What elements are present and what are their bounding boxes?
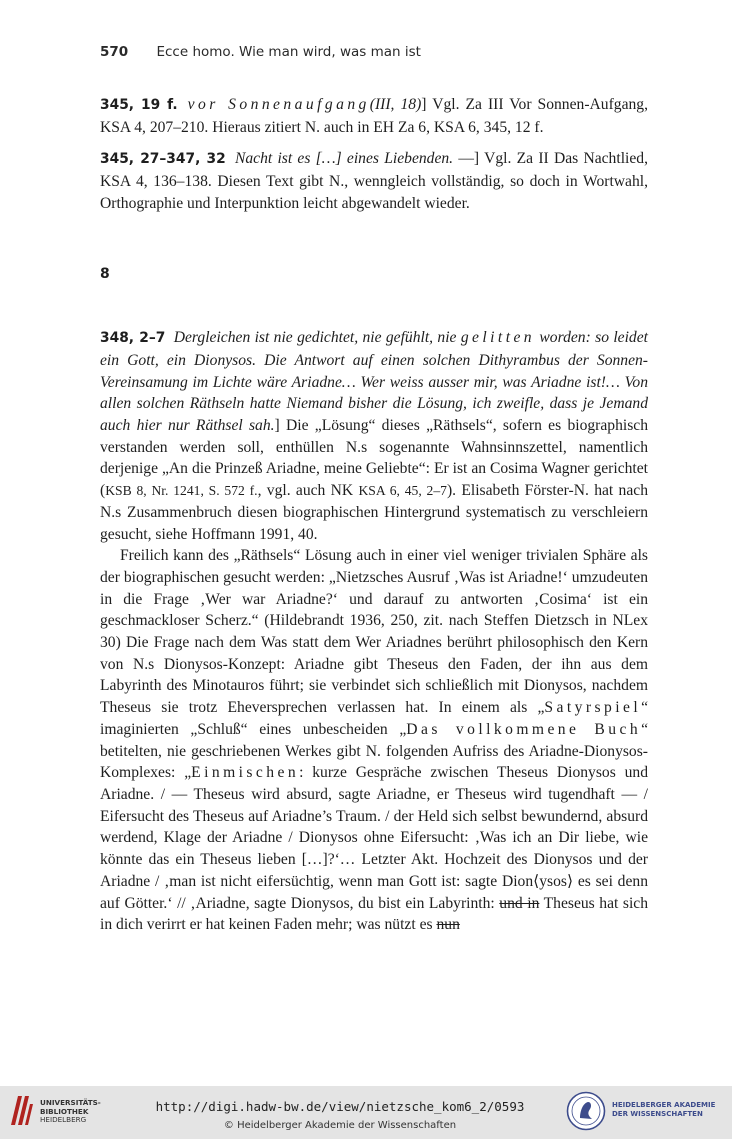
lemma-italic-text: (III, 18): [369, 96, 422, 113]
lemma-reference: 348, 2–7: [100, 330, 166, 347]
academy-name: HEIDELBERGER AKADEMIE DER WISSENSCHAFTEN: [612, 1101, 716, 1118]
entry-text: , vgl. auch NK: [257, 482, 359, 500]
lemma-italic-text: Dergleichen ist nie gedichtet, nie gefühlt, nie: [173, 329, 461, 347]
struck-through-text: und in: [499, 894, 540, 912]
page-number: 570: [100, 44, 129, 60]
university-library-logo-icon: [8, 1092, 34, 1128]
paragraph-text: : kurze Gespräche zwischen Theseus Dionysos und Ariadne. / — Theseus wird absurd, sagte Ariadne, er Theseus wird tugendhaft — / Eifersucht des Theseus auf Ariadne’s Traum. / der Held sich selbst bewundernd, absurd werdend, Klage der Ariadne / Dionysos ohne Eifersucht: ‚Was ich an Dir liebe, wie könnte das ein Theseus lieben […]?‘… Letzter Akt. Hochzeit des Dionysos und der Ariadne / ‚man ist nicht eifersüchtig, wenn man Gott ist: sagte Dion⟨ysos⟩ es sei denn auf Götter.‘ // ‚Ariadne, sagte Dionysos, du bist ein Labyrinth:: [100, 764, 648, 912]
commentary-body: [100, 94, 648, 936]
struck-through-text: nun: [436, 916, 460, 934]
commentary-entry-1: [100, 94, 648, 138]
spaced-emphasis: Das vollkommene Buch: [406, 720, 642, 738]
entry-text: ). Elisabeth Förster-N. hat nach N.s Zusammenbruch diesen biographischen Hintergrund systematisch zu verschleiern gesucht, siehe Hoffmann 1991, 40.: [100, 482, 648, 543]
lemma-italic-text: worden: so leidet ein Gott, ein Dionysos. Die Antwort auf einen solchen Dithyrambus der Sonnen-Vereinsamung im Lichte wäre Ariadne… Wer weiss ausser mir, was Ariadne ist!… Von allen solchen Räthseln hatte Niemand bisher die Lösung, ich zweifle, dass je Jemand auch hier nur Räthsel sah.: [100, 329, 648, 435]
ksa-reference: KSA 6, 45, 2–7: [358, 483, 447, 499]
academy-seal-icon: [566, 1091, 606, 1131]
permalink-url[interactable]: http://digi.hadw-bw.de/view/nietzsche_kom6_2/0593: [155, 1099, 525, 1114]
running-header: [100, 44, 648, 60]
spaced-emphasis: Einmischen: [191, 764, 300, 782]
entry-text: ] Vgl. Za III Vor Sonnen-Aufgang, KSA 4, 207–210. Hieraus zitiert N. auch in EH Za 6, KSA 6, 345, 12 f.: [100, 96, 648, 136]
lemma-spaced-text: vor Sonnenaufgang: [187, 96, 370, 113]
lemma-reference: 345, 19 f.: [100, 97, 178, 113]
lemma-italic-text: Nacht ist es […] eines Liebenden.: [234, 150, 454, 168]
body-paragraph: [100, 545, 648, 936]
lemma-reference: 345, 27–347, 32: [100, 151, 226, 168]
copyright-notice: © Heidelberger Akademie der Wissenschaften: [223, 1120, 457, 1131]
ksb-reference: KSB 8, Nr. 1241, S. 572 f.: [105, 483, 258, 499]
spaced-emphasis: Satyrspiel: [544, 699, 642, 717]
commentary-entry-3: [100, 327, 648, 545]
entry-text: —] Vgl. Za II Das Nachtlied, KSA 4, 136–138. Diesen Text gibt N., wenngleich vollständig, so doch in Wortwahl, Orthographie und Interpunktion leicht abgewandelt wieder.: [100, 150, 648, 212]
lemma-spaced-text: gelitten: [460, 329, 536, 347]
paragraph-text: “ imaginierten „Schluß“ eines unbescheiden „: [100, 699, 648, 738]
section-number: 8: [100, 265, 110, 282]
paragraph-text: “ betitelten, nie geschriebenen Werkes gibt N. folgenden Aufriss des Ariadne-Dionysos-Komplexes: „: [100, 720, 648, 782]
commentary-entry-2: [100, 148, 648, 214]
running-title: Ecce homo. Wie man wird, was man ist: [156, 44, 421, 60]
university-library-name: UNIVERSITÄTS- BIBLIOTHEK HEIDELBERG: [40, 1098, 101, 1125]
entry-text: ] Die „Lösung“ dieses „Räthsels“, sofern es biographisch verstanden werden soll, enthüllen N.s sogenannte Wahnsinnszettel, namentlich derjenige „An die Prinzeß Ariadne, meine Geliebte“: Er ist an Cosima Wagner gerichtet (: [100, 417, 648, 500]
paragraph-text: Theseus hat sich in dich verirrt er hat keinen Faden mehr; was nützt es: [100, 894, 649, 934]
paragraph-text: Freilich kann des „Räthsels“ Lösung auch in einer viel weniger trivialen Sphäre als der biographischen gesucht werden: „Nietzsches Ausruf ‚Was ist Ariadne!‘ umzudeuten in die Frage ‚Wer war Ariadne?‘ und darauf zu antworten ‚Cosima‘ ist ein geschmackloser Scherz.“ (Hildebrandt 1936, 250, zit. nach Steffen Dietzsch in NLex 30) Die Frage nach dem Was statt dem Wer Ariadnes berührt philosophisch den Kern von N.s Dionysos-Konzept: Ariadne gibt Theseus den Faden, der ihn aus dem Labyrinth des Minotauros führt; sie verbindet sich schließlich mit Dionysos, nachdem Theseus sie trotz Eheversprechen verlassen hat. In einem als „: [100, 547, 648, 717]
